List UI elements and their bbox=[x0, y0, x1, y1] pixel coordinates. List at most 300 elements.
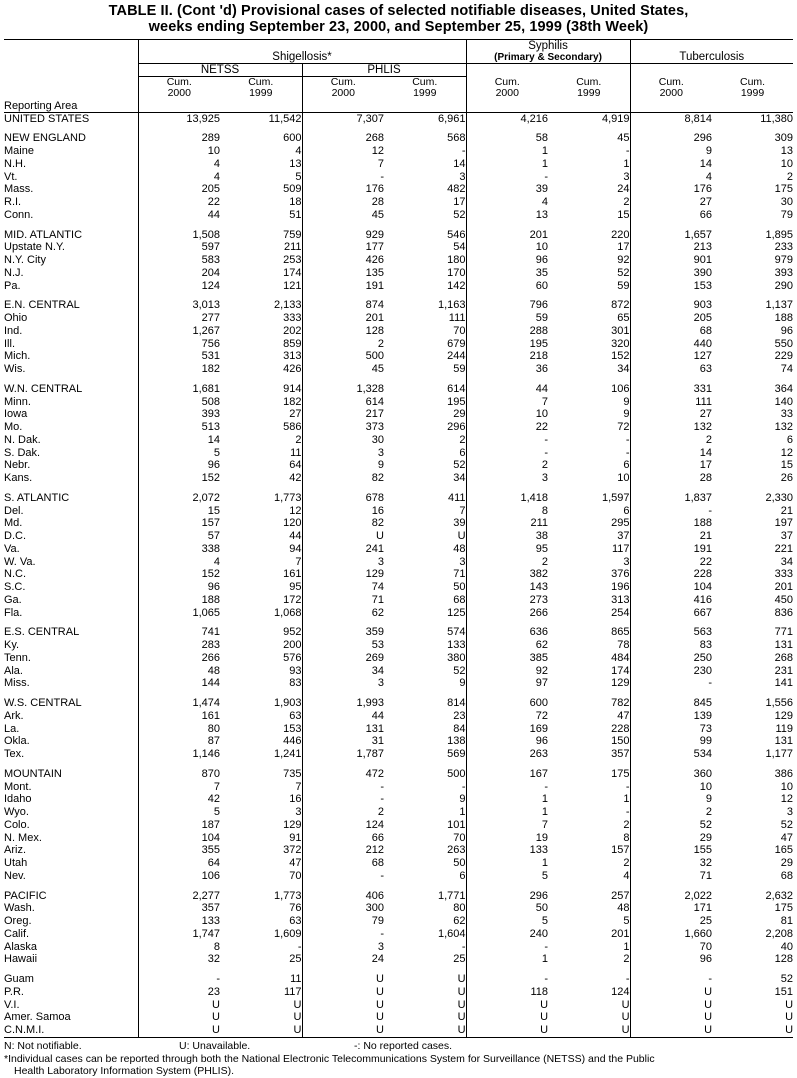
row-value-cell: 68 bbox=[699, 324, 713, 337]
table-row bbox=[4, 973, 793, 986]
row-value-cell: 859 bbox=[283, 337, 302, 350]
row-value-cell: 204 bbox=[138, 267, 220, 280]
row-value-cell: 296 bbox=[693, 132, 713, 145]
row-value-cell: 129 bbox=[283, 818, 302, 831]
row-value-cell: 586 bbox=[283, 421, 302, 433]
table-row bbox=[4, 819, 793, 832]
row-value-cell: 54 bbox=[384, 241, 466, 254]
spacer-cell bbox=[712, 292, 793, 299]
row-value-cell: 7 bbox=[541, 818, 549, 831]
row-value-cell: 82 bbox=[302, 517, 384, 530]
row-value-cell: 1,418 bbox=[520, 491, 549, 504]
row-value-cell: 57 bbox=[138, 530, 220, 543]
spacer-cell bbox=[548, 690, 630, 697]
row-value-cell: 482 bbox=[384, 183, 466, 196]
row-value-cell: 205 bbox=[693, 312, 713, 324]
row-value-cell: 32 bbox=[138, 953, 220, 966]
row-value-cell: U bbox=[293, 998, 302, 1011]
col-syphilis-1999 bbox=[548, 77, 630, 100]
row-value-cell: 3,013 bbox=[138, 299, 220, 312]
row-value-cell: 129 bbox=[774, 709, 794, 722]
row-value-cell: 188 bbox=[774, 312, 794, 324]
col-label-cum: Cum. bbox=[739, 76, 766, 89]
spacer-cell bbox=[302, 883, 384, 890]
row-value-cell: U bbox=[302, 530, 384, 543]
row-value-cell: 263 bbox=[384, 844, 466, 857]
table-row bbox=[4, 229, 793, 242]
row-value-cell: 125 bbox=[384, 607, 466, 620]
row-value-cell: 563 bbox=[693, 626, 713, 639]
spacer-cell bbox=[138, 222, 220, 229]
spacer-cell bbox=[384, 883, 466, 890]
row-value-cell: 14 bbox=[699, 157, 713, 170]
table-spacer-row bbox=[4, 690, 793, 697]
row-value-cell: - bbox=[297, 940, 302, 953]
row-value-cell: U bbox=[138, 1011, 220, 1024]
spacer-cell bbox=[548, 292, 630, 299]
table-row bbox=[4, 112, 793, 125]
header-underline-4 bbox=[384, 100, 466, 113]
spacer-cell bbox=[220, 883, 302, 890]
row-value-cell: 71 bbox=[384, 568, 466, 581]
row-value-cell: 47 bbox=[548, 710, 630, 723]
row-area-label: E.N. CENTRAL bbox=[4, 299, 80, 312]
row-area-label: Mich. bbox=[4, 350, 31, 363]
row-value-cell: 127 bbox=[693, 350, 713, 363]
row-value-cell: U bbox=[704, 985, 713, 998]
row-value-cell: 37 bbox=[548, 530, 630, 543]
subgroup-header-netss: NETSS bbox=[138, 64, 302, 77]
row-value-cell: 93 bbox=[289, 664, 302, 677]
spacer-cell bbox=[138, 619, 220, 626]
row-value-cell: 121 bbox=[283, 279, 302, 292]
row-value-cell: 2,277 bbox=[138, 890, 220, 903]
row-value-cell: 129 bbox=[302, 568, 384, 581]
row-value-cell: 135 bbox=[302, 267, 384, 280]
row-value-cell: 34 bbox=[302, 665, 384, 678]
row-value-cell: 914 bbox=[283, 382, 302, 395]
row-area-label: Md. bbox=[4, 517, 23, 530]
row-value-cell: 124 bbox=[548, 986, 630, 999]
row-value-cell: 153 bbox=[283, 722, 302, 735]
row-value-cell: 4 bbox=[548, 870, 630, 883]
row-value-cell: 175 bbox=[548, 768, 630, 781]
table-spacer-row bbox=[4, 376, 793, 383]
row-value-cell: 42 bbox=[138, 793, 220, 806]
row-value-cell: 21 bbox=[780, 504, 794, 517]
page-title-line2: weeks ending September 23, 2000, and September 25, 1999 (38th Week) bbox=[148, 19, 649, 36]
row-value-cell: 52 bbox=[384, 665, 466, 678]
row-value-cell: - bbox=[302, 870, 384, 883]
row-value-cell: U bbox=[138, 999, 220, 1012]
row-value-cell: 59 bbox=[548, 280, 630, 293]
table-row bbox=[4, 325, 793, 338]
row-value-cell: 836 bbox=[774, 606, 794, 619]
row-value-cell: 39 bbox=[535, 183, 549, 196]
table-spacer-row bbox=[4, 966, 793, 973]
table-row bbox=[4, 723, 793, 736]
row-value-cell: - bbox=[384, 781, 466, 794]
col-tb-1999 bbox=[712, 77, 793, 100]
table-row bbox=[4, 421, 793, 434]
table-row bbox=[4, 396, 793, 409]
row-value-cell: 174 bbox=[548, 665, 630, 678]
row-value-cell: 4 bbox=[138, 171, 220, 184]
row-value-cell: 37 bbox=[780, 530, 794, 542]
row-value-cell: 117 bbox=[548, 543, 630, 556]
table-row bbox=[4, 781, 793, 794]
row-value-cell: 440 bbox=[693, 337, 713, 350]
spacer-cell bbox=[4, 619, 138, 626]
row-value-cell: 79 bbox=[302, 915, 384, 928]
row-value-cell: 131 bbox=[302, 723, 384, 736]
row-value-cell: 3 bbox=[302, 941, 384, 954]
row-value-cell: 426 bbox=[283, 363, 302, 375]
row-area-label: Iowa bbox=[4, 408, 28, 421]
row-value-cell: 182 bbox=[283, 395, 302, 408]
row-value-cell: 7 bbox=[302, 158, 384, 171]
row-value-cell: 13 bbox=[535, 208, 549, 221]
row-value-cell: 161 bbox=[138, 710, 220, 723]
row-value-cell: 47 bbox=[780, 831, 794, 844]
row-value-cell: 94 bbox=[289, 542, 302, 555]
table-spacer-row bbox=[4, 292, 793, 299]
row-value-cell: 133 bbox=[138, 915, 220, 928]
row-value-cell: 7,307 bbox=[302, 112, 384, 125]
col-syphilis-2000 bbox=[466, 77, 548, 100]
row-value-cell: 13 bbox=[780, 145, 794, 157]
row-value-cell: 10 bbox=[780, 780, 794, 793]
row-value-cell: 9 bbox=[705, 793, 713, 806]
row-value-cell: 1 bbox=[541, 953, 549, 966]
row-value-cell: 165 bbox=[774, 844, 794, 857]
table-header bbox=[4, 40, 793, 112]
row-value-cell: U bbox=[540, 1011, 549, 1024]
row-value-cell: - bbox=[544, 170, 549, 183]
row-value-cell: 534 bbox=[693, 748, 713, 760]
row-value-cell: 411 bbox=[384, 492, 466, 505]
row-area-label: N.J. bbox=[4, 266, 24, 279]
row-value-cell: 1,895 bbox=[765, 228, 794, 241]
table-row bbox=[4, 492, 793, 505]
row-value-cell: 171 bbox=[693, 902, 713, 915]
table-row bbox=[4, 768, 793, 781]
row-value-cell: 2,208 bbox=[765, 927, 794, 940]
row-value-cell: 331 bbox=[693, 382, 713, 395]
row-area-label: UNITED STATES bbox=[4, 112, 90, 125]
row-value-cell: 11 bbox=[290, 973, 302, 985]
spacer-cell bbox=[220, 761, 302, 768]
row-area-label: Wyo. bbox=[4, 806, 29, 818]
row-value-cell: 416 bbox=[693, 593, 713, 606]
footnote-no-cases: -: No reported cases. bbox=[354, 1039, 453, 1052]
col-label-year: 2000 bbox=[167, 87, 191, 100]
row-value-cell: 2 bbox=[548, 857, 630, 870]
row-value-cell: 450 bbox=[774, 593, 794, 606]
row-value-cell: 667 bbox=[693, 606, 713, 619]
spacer-cell bbox=[630, 883, 712, 890]
row-value-cell: 19 bbox=[535, 831, 549, 844]
row-value-cell: 1,657 bbox=[684, 228, 713, 241]
row-value-cell: 143 bbox=[529, 581, 549, 593]
row-value-cell: 157 bbox=[138, 517, 220, 530]
row-value-cell: 221 bbox=[774, 542, 794, 555]
header-underline-7 bbox=[630, 100, 712, 113]
spacer-cell bbox=[302, 376, 384, 383]
row-value-cell: 101 bbox=[384, 819, 466, 832]
row-value-cell: U bbox=[548, 1024, 630, 1037]
row-value-cell: 169 bbox=[529, 722, 549, 735]
col-shig-netss-1999 bbox=[220, 77, 302, 100]
row-value-cell: 1,065 bbox=[138, 607, 220, 620]
row-value-cell: 1,556 bbox=[765, 697, 794, 709]
row-value-cell: 289 bbox=[138, 132, 220, 145]
table-row bbox=[4, 472, 793, 485]
spacer-cell bbox=[4, 376, 138, 383]
row-value-cell: 4 bbox=[295, 145, 302, 157]
spacer-cell bbox=[384, 485, 466, 492]
header-underline-2 bbox=[220, 100, 302, 113]
row-value-cell: 44 bbox=[535, 382, 549, 395]
row-value-cell: 6 bbox=[548, 459, 630, 472]
row-value-cell: 583 bbox=[138, 254, 220, 267]
footnote-asterisk-line1: *Individual cases can be reported through both the National Electronic Telecommunications System for Surveillance (NETSS) and the Public bbox=[4, 1052, 655, 1065]
row-value-cell: 132 bbox=[774, 421, 794, 433]
spacer-cell bbox=[466, 292, 548, 299]
row-value-cell: 1,177 bbox=[765, 748, 794, 760]
row-value-cell: 6,961 bbox=[384, 112, 466, 125]
spacer-cell bbox=[630, 690, 712, 697]
row-value-cell: 10 bbox=[138, 145, 220, 158]
row-value-cell: 771 bbox=[774, 626, 794, 639]
row-value-cell: 357 bbox=[548, 748, 630, 761]
row-value-cell: 17 bbox=[699, 459, 713, 472]
table-row bbox=[4, 677, 793, 690]
table-row bbox=[4, 530, 793, 543]
row-value-cell: 2 bbox=[705, 806, 713, 818]
table-row bbox=[4, 447, 793, 460]
row-value-cell: 96 bbox=[138, 581, 220, 594]
group-header-shigellosis: Shigellosis* bbox=[138, 40, 466, 64]
row-value-cell: 52 bbox=[548, 267, 630, 280]
spacer-cell bbox=[4, 222, 138, 229]
row-value-cell: 338 bbox=[138, 543, 220, 556]
row-value-cell: 7 bbox=[295, 555, 302, 568]
row-value-cell: 161 bbox=[283, 568, 302, 581]
row-value-cell: 34 bbox=[780, 555, 794, 568]
row-value-cell: 212 bbox=[302, 844, 384, 857]
row-value-cell: 1,068 bbox=[273, 606, 302, 619]
spacer-cell bbox=[712, 619, 793, 626]
row-value-cell: 176 bbox=[302, 183, 384, 196]
spacer-cell bbox=[384, 376, 466, 383]
page-title-line1: TABLE II. (Cont 'd) Provisional cases of selected notifiable diseases, United States, bbox=[108, 3, 689, 19]
table-row bbox=[4, 986, 793, 999]
row-value-cell: 141 bbox=[774, 677, 794, 690]
row-value-cell: 10 bbox=[548, 472, 630, 485]
row-area-label: Wis. bbox=[4, 363, 26, 375]
row-value-cell: 3 bbox=[384, 556, 466, 569]
row-area-label: Nev. bbox=[4, 869, 26, 882]
spacer-cell bbox=[138, 966, 220, 973]
table-row bbox=[4, 280, 793, 293]
row-value-cell: 191 bbox=[693, 542, 713, 555]
row-value-cell: 72 bbox=[535, 709, 549, 722]
spacer-cell bbox=[138, 125, 220, 132]
table-spacer-row bbox=[4, 485, 793, 492]
row-value-cell: 29 bbox=[384, 408, 466, 421]
row-value-cell: 175 bbox=[774, 902, 794, 915]
table-row bbox=[4, 434, 793, 447]
row-value-cell: 550 bbox=[774, 337, 794, 350]
table-row bbox=[4, 209, 793, 222]
table-row bbox=[4, 857, 793, 870]
row-area-label: Maine bbox=[4, 145, 34, 157]
row-value-cell: 152 bbox=[138, 472, 220, 485]
page-title bbox=[0, 0, 797, 39]
row-value-cell: 15 bbox=[780, 459, 794, 472]
row-value-cell: 4,216 bbox=[520, 112, 549, 125]
row-value-cell: 80 bbox=[138, 723, 220, 736]
row-area-label: Ala. bbox=[4, 664, 23, 677]
spacer-cell bbox=[466, 619, 548, 626]
row-value-cell: U bbox=[302, 986, 384, 999]
table-row bbox=[4, 158, 793, 171]
row-value-cell: 84 bbox=[384, 723, 466, 736]
table-spacer-row bbox=[4, 883, 793, 890]
group-header-tuberculosis: Tuberculosis bbox=[630, 40, 793, 64]
row-value-cell: 636 bbox=[529, 626, 549, 639]
spacer-cell bbox=[384, 125, 466, 132]
spacer-cell bbox=[302, 761, 384, 768]
spacer-cell bbox=[302, 966, 384, 973]
table-row bbox=[4, 581, 793, 594]
row-value-cell: 218 bbox=[529, 350, 549, 363]
row-value-cell: 144 bbox=[138, 677, 220, 690]
row-value-cell: 31 bbox=[302, 735, 384, 748]
spacer-cell bbox=[384, 690, 466, 697]
row-value-cell: 152 bbox=[548, 350, 630, 363]
spacer-cell bbox=[466, 966, 548, 973]
spacer-cell bbox=[630, 376, 712, 383]
row-value-cell: 176 bbox=[693, 183, 713, 196]
row-area-label: Calif. bbox=[4, 927, 30, 940]
row-area-label: V.I. bbox=[4, 998, 20, 1011]
row-value-cell: U bbox=[384, 1011, 466, 1024]
row-value-cell: 1,903 bbox=[273, 697, 302, 709]
row-area-label: PACIFIC bbox=[4, 889, 47, 902]
row-value-cell: 2,133 bbox=[273, 299, 302, 312]
row-value-cell: 2 bbox=[302, 806, 384, 819]
row-area-label: Alaska bbox=[4, 940, 38, 953]
table-row bbox=[4, 806, 793, 819]
row-value-cell: U bbox=[384, 986, 466, 999]
col-shig-netss-2000 bbox=[138, 77, 220, 100]
row-value-cell: - bbox=[544, 433, 549, 446]
table-row bbox=[4, 793, 793, 806]
row-value-cell: 76 bbox=[289, 902, 302, 915]
row-value-cell: 874 bbox=[302, 299, 384, 312]
row-value-cell: - bbox=[544, 446, 549, 459]
row-value-cell: 4 bbox=[138, 556, 220, 569]
row-value-cell: - bbox=[544, 780, 549, 793]
row-value-cell: 167 bbox=[529, 767, 549, 780]
table-row bbox=[4, 132, 793, 145]
spacer-cell bbox=[138, 292, 220, 299]
row-area-label: Guam bbox=[4, 973, 34, 985]
row-value-cell: 2 bbox=[302, 338, 384, 351]
table-row bbox=[4, 832, 793, 845]
row-value-cell: U bbox=[785, 998, 794, 1011]
row-value-cell: 2 bbox=[384, 434, 466, 447]
row-value-cell: 1,508 bbox=[138, 229, 220, 242]
row-value-cell: 91 bbox=[289, 831, 302, 844]
spacer-cell bbox=[630, 292, 712, 299]
row-value-cell: 273 bbox=[529, 593, 549, 606]
row-value-cell: 62 bbox=[384, 915, 466, 928]
row-value-cell: 313 bbox=[548, 594, 630, 607]
row-value-cell: 35 bbox=[535, 266, 549, 279]
row-value-cell: 929 bbox=[302, 229, 384, 242]
row-value-cell: U bbox=[704, 1024, 713, 1036]
row-value-cell: 33 bbox=[780, 408, 794, 421]
row-value-cell: - bbox=[302, 793, 384, 806]
row-value-cell: - bbox=[548, 973, 630, 986]
row-value-cell: 1 bbox=[548, 793, 630, 806]
spacer-cell bbox=[548, 125, 630, 132]
row-value-cell: 231 bbox=[774, 664, 794, 677]
spacer-cell bbox=[220, 376, 302, 383]
row-value-cell: 124 bbox=[302, 819, 384, 832]
row-value-cell: - bbox=[548, 145, 630, 158]
row-value-cell: 64 bbox=[289, 459, 302, 472]
row-value-cell: 5 bbox=[138, 447, 220, 460]
spacer-cell bbox=[466, 690, 548, 697]
row-value-cell: 373 bbox=[302, 421, 384, 434]
row-value-cell: 177 bbox=[302, 241, 384, 254]
row-value-cell: 11,380 bbox=[760, 112, 794, 125]
row-value-cell: 2 bbox=[548, 196, 630, 209]
row-value-cell: 7 bbox=[541, 395, 549, 408]
row-value-cell: 118 bbox=[530, 985, 549, 998]
row-value-cell: 2,022 bbox=[684, 889, 713, 902]
row-value-cell: 68 bbox=[780, 869, 794, 882]
row-value-cell: 500 bbox=[302, 350, 384, 363]
row-value-cell: U bbox=[302, 973, 384, 986]
row-value-cell: 45 bbox=[302, 209, 384, 222]
row-value-cell: 30 bbox=[302, 434, 384, 447]
row-value-cell: 52 bbox=[384, 209, 466, 222]
row-value-cell: 1 bbox=[541, 793, 549, 806]
spacer-cell bbox=[384, 619, 466, 626]
row-value-cell: 64 bbox=[138, 857, 220, 870]
row-value-cell: 9 bbox=[705, 145, 713, 157]
row-value-cell: 59 bbox=[535, 312, 549, 324]
row-value-cell: 191 bbox=[302, 280, 384, 293]
row-value-cell: 74 bbox=[780, 363, 794, 375]
spacer-cell bbox=[548, 376, 630, 383]
row-value-cell: 111 bbox=[695, 395, 713, 408]
row-value-cell: 1,773 bbox=[273, 889, 302, 902]
spacer-cell bbox=[220, 690, 302, 697]
row-value-cell: 9 bbox=[548, 396, 630, 409]
row-area-label: Utah bbox=[4, 857, 28, 869]
row-value-cell: 63 bbox=[289, 915, 302, 927]
row-value-cell: 2 bbox=[705, 433, 713, 446]
row-value-cell: 22 bbox=[535, 421, 549, 433]
table-row bbox=[4, 196, 793, 209]
table-row bbox=[4, 607, 793, 620]
